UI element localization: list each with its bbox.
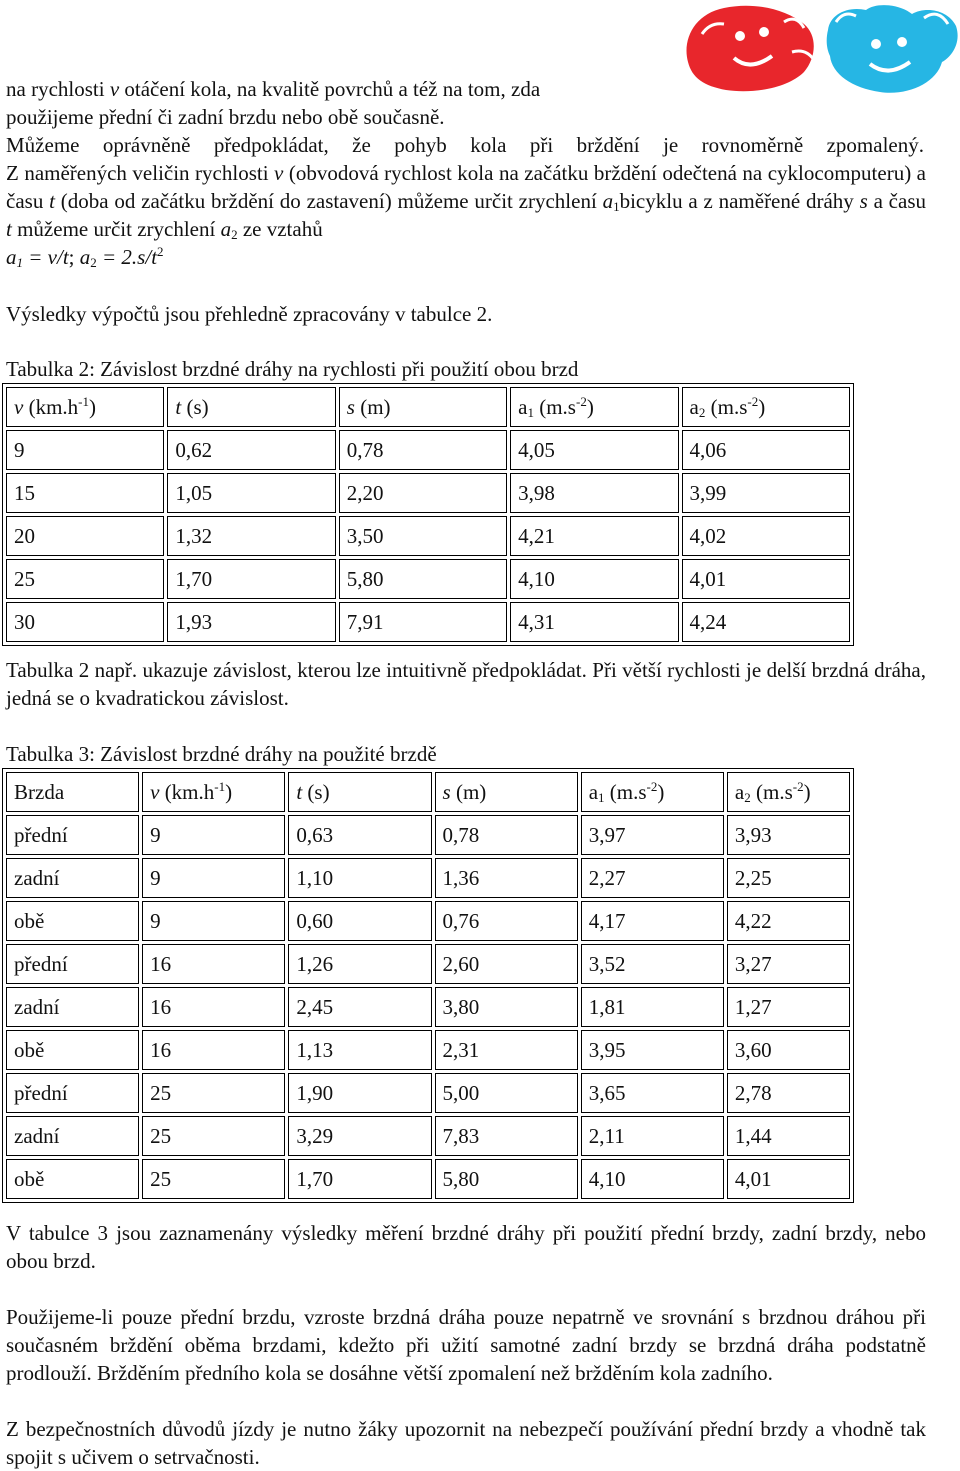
table-cell: 1,32 (167, 516, 335, 556)
conclusion-paragraph-1: Použijeme-li pouze přední brzdu, vzroste brzdná dráha pouze nepatrně ve srovnání s brzdnou dráhou při současném brždění oběma brzdami, kdežto při užití samotné zadní brzdy se brzdná dráha podstatně prodlouží. Bržděním předního kola se dosáhne větší zpomalení než bržděním kola zadního. (6, 1305, 926, 1385)
table-cell: 1,27 (727, 987, 850, 1027)
table-cell: 0,62 (167, 430, 335, 470)
table-row (6, 1030, 850, 1070)
table-cell: 9 (6, 430, 164, 470)
header-text: a (689, 395, 699, 419)
table-cell: 4,02 (682, 516, 850, 556)
header-unit: (m.s (533, 395, 576, 419)
header-subscript: 2 (744, 790, 751, 805)
header-text: a (734, 780, 745, 804)
table-cell: 4,01 (682, 559, 850, 599)
table3-note: V tabulce 3 jsou zaznamenány výsledky měření brzdné dráhy při použití přední brzdy, zadní brzdy, nebo obou brzd. (6, 1221, 926, 1273)
table-cell: 25 (142, 1159, 285, 1199)
header-unit: (m) (450, 780, 487, 804)
table-cell: 2,31 (435, 1030, 578, 1070)
table-cell: 0,78 (339, 430, 507, 470)
header-superscript: -2 (792, 779, 804, 794)
header-unit: (m) (354, 395, 391, 419)
table-cell: 3,98 (510, 473, 678, 513)
table-cell: 3,52 (581, 944, 724, 984)
header-unit: (m.s (750, 780, 793, 804)
table-cell: 3,29 (288, 1116, 431, 1156)
table-row (6, 815, 850, 855)
table-row (6, 430, 850, 470)
table-cell: 2,27 (581, 858, 724, 898)
header-subscript: 1 (598, 790, 605, 805)
table-cell: 4,10 (510, 559, 678, 599)
table-cell: 1,90 (288, 1073, 431, 1113)
header-superscript: -2 (646, 779, 658, 794)
table-cell: 3,95 (581, 1030, 724, 1070)
table-cell: 2,11 (581, 1116, 724, 1156)
column-header (435, 772, 578, 812)
table-cell: 2,78 (727, 1073, 850, 1113)
header-tail: ) (803, 780, 811, 804)
table-row (6, 516, 850, 556)
table-cell: 2,45 (288, 987, 431, 1027)
table-cell: 1,70 (167, 559, 335, 599)
column-header (167, 387, 335, 427)
column-header (339, 387, 507, 427)
header-subscript: 1 (527, 405, 534, 420)
header-superscript: -2 (747, 394, 759, 409)
column-header (142, 772, 285, 812)
acceleration-formula: $a_1 = v/t$; $a_2 = 2.s/t^2$ (6, 244, 164, 270)
column-header (682, 387, 850, 427)
header-tail: ) (657, 780, 665, 804)
table-cell: zadní (6, 987, 139, 1027)
table3-caption: Tabulka 3: Závislost brzdné dráhy na použité brzdě (6, 742, 437, 766)
table-cell: 4,06 (682, 430, 850, 470)
table-cell: 3,97 (581, 815, 724, 855)
table-row (6, 1073, 850, 1113)
header-tail: ) (586, 395, 594, 419)
table-cell: 25 (142, 1116, 285, 1156)
header-text: a (588, 780, 599, 804)
table-cell: 1,10 (288, 858, 431, 898)
table-cell: 3,80 (435, 987, 578, 1027)
table-cell: 3,50 (339, 516, 507, 556)
table-row (6, 473, 850, 513)
column-header (727, 772, 850, 812)
table-cell: 2,20 (339, 473, 507, 513)
logo-red-child (687, 6, 815, 91)
header-unit: (s) (181, 395, 209, 419)
table-cell: obě (6, 1030, 139, 1070)
table2-caption: Tabulka 2: Závislost brzdné dráhy na rychlosti při použití obou brzd (6, 357, 579, 381)
header-superscript: -1 (214, 779, 226, 794)
table-cell: 7,83 (435, 1116, 578, 1156)
table-row (6, 901, 850, 941)
table-cell: 5,00 (435, 1073, 578, 1113)
column-header (288, 772, 431, 812)
table-cell: 3,93 (727, 815, 850, 855)
header-tail: ) (758, 395, 766, 419)
table-cell: 16 (142, 1030, 285, 1070)
table2-note: Tabulka 2 např. ukazuje závislost, kterou lze intuitivně předpokládat. Při větší rychlosti je delší brzdná dráha, jedná se o kvadratickou závislost. (6, 658, 926, 710)
table-cell: 0,78 (435, 815, 578, 855)
table-cell: zadní (6, 1116, 139, 1156)
children-logo (680, 0, 960, 98)
table-cell: 4,31 (510, 602, 678, 642)
table-cell: 20 (6, 516, 164, 556)
intro-line-2: použijeme přední či zadní brzdu nebo obě současně. (6, 105, 445, 129)
table-row (6, 602, 850, 642)
table-cell: 3,27 (727, 944, 850, 984)
header-unit: (km.h (159, 780, 215, 804)
table-cell: 1,13 (288, 1030, 431, 1070)
intro-line-3: Můžeme oprávněně předpokládat, že pohyb kola při brždění je rovnoměrně zpomalený. (6, 133, 924, 157)
table-cell: obě (6, 901, 139, 941)
header-text: Brzda (14, 780, 65, 804)
table-cell: 4,21 (510, 516, 678, 556)
header-symbol: t (175, 395, 182, 419)
header-superscript: -2 (575, 394, 587, 409)
table-cell: 1,05 (167, 473, 335, 513)
table-cell: 0,63 (288, 815, 431, 855)
table-cell: 2,25 (727, 858, 850, 898)
table-cell: přední (6, 815, 139, 855)
table-cell: 4,05 (510, 430, 678, 470)
table-cell: 1,36 (435, 858, 578, 898)
table-cell: 15 (6, 473, 164, 513)
column-header (6, 772, 139, 812)
table2 (2, 383, 854, 646)
table-cell: 7,91 (339, 602, 507, 642)
header-symbol: v (150, 780, 160, 804)
header-unit: (s) (302, 780, 330, 804)
table-row (6, 1116, 850, 1156)
table-cell: 16 (142, 987, 285, 1027)
table-cell: 4,24 (682, 602, 850, 642)
table-cell: 25 (6, 559, 164, 599)
table-cell: 4,01 (727, 1159, 850, 1199)
table-cell: 5,80 (339, 559, 507, 599)
table-row (6, 858, 850, 898)
table-row (6, 1159, 850, 1199)
table-cell: 3,65 (581, 1073, 724, 1113)
header-row (6, 387, 850, 427)
header-superscript: -1 (78, 394, 89, 409)
results-sentence: Výsledky výpočtů jsou přehledně zpracovány v tabulce 2. (6, 302, 493, 326)
table-cell: přední (6, 944, 139, 984)
table-cell: 1,81 (581, 987, 724, 1027)
logo-cyan-child (827, 5, 958, 93)
table-cell: přední (6, 1073, 139, 1113)
column-header (581, 772, 724, 812)
table-cell: 9 (142, 815, 285, 855)
table-cell: 1,93 (167, 602, 335, 642)
table-cell: obě (6, 1159, 139, 1199)
header-text: a (518, 395, 528, 419)
table-cell: 4,17 (581, 901, 724, 941)
header-unit: (m.s (705, 395, 748, 419)
table-cell: 5,80 (435, 1159, 578, 1199)
header-symbol: t (296, 780, 303, 804)
table-cell: 25 (142, 1073, 285, 1113)
header-symbol: v (14, 395, 24, 419)
header-subscript: 2 (698, 405, 706, 420)
table-cell: 0,60 (288, 901, 431, 941)
table-cell: 4,10 (581, 1159, 724, 1199)
table-row (6, 559, 850, 599)
header-unit: (m.s (604, 780, 647, 804)
table-cell: 1,44 (727, 1116, 850, 1156)
table-cell: 0,76 (435, 901, 578, 941)
table-cell: 2,60 (435, 944, 578, 984)
header-symbol: s (442, 780, 451, 804)
table-cell: 1,70 (288, 1159, 431, 1199)
intro-line-1: na rychlosti v otáčení kola, na kvalitě povrchů a též na tom, zda (6, 77, 541, 101)
table-cell: zadní (6, 858, 139, 898)
header-tail: ) (89, 395, 96, 419)
table3 (2, 768, 854, 1203)
table-row (6, 987, 850, 1027)
table-cell: 9 (142, 901, 285, 941)
measurement-paragraph: Z naměřených veličin rychlosti v (obvodová rychlost kola na začátku brždění odečtená na cyklocomputeru) a času t (doba od začátku brždění do zastavení) můžeme určit zrychlení $a_1bicyklu$ a z naměřené dráhy s a času t můžeme určit zrychlení $a_2$ ze vztahů (6, 161, 926, 242)
header-tail: ) (225, 780, 233, 804)
table-cell: 16 (142, 944, 285, 984)
conclusion-paragraph-2: Z bezpečnostních důvodů jízdy je nutno žáky upozornit na nebezpečí používání přední brzdy a vhodně tak spojit s učivem o setrvačnosti. (6, 1417, 926, 1469)
table-cell: 30 (6, 602, 164, 642)
table-cell: 3,99 (682, 473, 850, 513)
header-unit: (km.h (23, 395, 79, 419)
header-row (6, 772, 850, 812)
header-symbol: s (346, 395, 355, 419)
column-header (6, 387, 164, 427)
table-row (6, 944, 850, 984)
table-cell: 1,26 (288, 944, 431, 984)
table-cell: 4,22 (727, 901, 850, 941)
table-cell: 3,60 (727, 1030, 850, 1070)
table-cell: 9 (142, 858, 285, 898)
column-header (510, 387, 678, 427)
